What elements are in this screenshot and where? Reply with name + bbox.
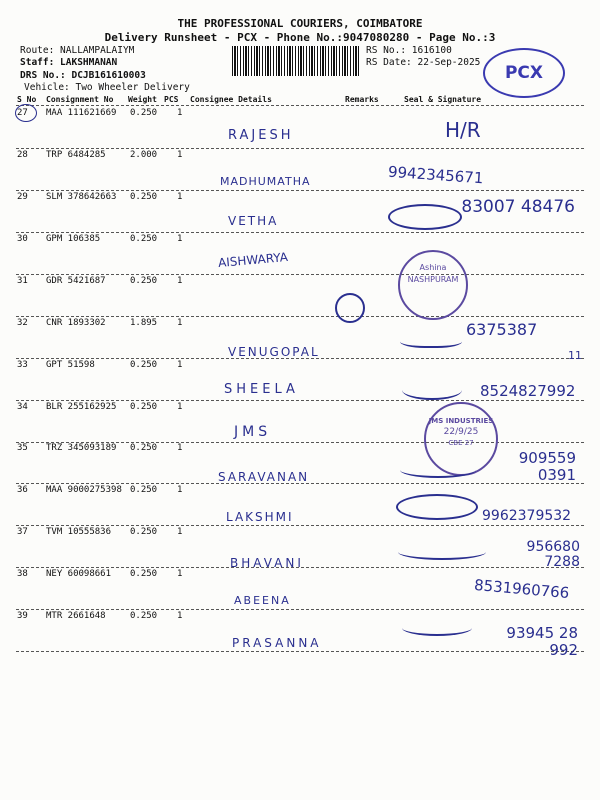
- row-32-signature-scribble: [400, 332, 462, 348]
- row-33-cons: GPT 51598: [46, 360, 95, 370]
- row-30-weight: 0.250: [130, 234, 158, 244]
- row-32-cons: CNR 1893302: [46, 318, 106, 328]
- row-27-pcs: 1: [177, 108, 183, 118]
- row-36-signature-scribble: [400, 462, 476, 478]
- row-divider: [16, 400, 584, 401]
- row-38-consignee-handwriting: BHAVANI: [230, 556, 304, 570]
- row-29-signature-scribble: [388, 204, 462, 230]
- row-33-remark-mark: 11: [568, 349, 582, 362]
- col-sno: S No: [17, 95, 37, 104]
- row-37-pcs: 1: [177, 527, 183, 537]
- row-33-sno: 33: [17, 360, 28, 370]
- row-39-sno: 39: [17, 611, 28, 621]
- row-38-pcs: 1: [177, 569, 183, 579]
- row-27-weight: 0.250: [130, 108, 158, 118]
- pcx-stamp: PCX: [483, 48, 565, 98]
- row-32-pcs: 1: [177, 318, 183, 328]
- row-31-cons: GDR 5421687: [46, 276, 106, 286]
- row-37-cons: TVM 10555836: [46, 527, 112, 537]
- row-34-sno: 34: [17, 402, 28, 412]
- row-35-sno: 35: [17, 443, 28, 453]
- col-weight: Weight: [128, 95, 157, 104]
- row-28-signature: 9942345671: [387, 162, 484, 188]
- vehicle-label: Vehicle: Two Wheeler Delivery: [24, 82, 190, 93]
- row-38-signature-scribble: [398, 544, 486, 560]
- company-title: THE PROFESSIONAL COURIERS, COIMBATORE: [177, 17, 423, 30]
- route-label: Route: NALLAMPALAIYM: [20, 45, 135, 56]
- row-29-signature: 83007 48476: [461, 197, 575, 217]
- row-28-weight: 2.000: [130, 150, 158, 160]
- row-28-cons: TRP 6484285: [46, 150, 106, 160]
- row-27-cons: MAA 111621669: [46, 108, 117, 118]
- row-32-sno: 32: [17, 318, 28, 328]
- row-30-cons: GPM 106385: [46, 234, 101, 244]
- row-divider: [16, 190, 584, 191]
- row-35-weight: 0.250: [130, 443, 158, 453]
- row-37-weight: 0.250: [130, 527, 158, 537]
- row-28-sno: 28: [17, 150, 28, 160]
- row-27-sno: 27: [17, 108, 28, 118]
- row-35-pcs: 1: [177, 443, 183, 453]
- row-37-signature-scribble: [396, 494, 478, 520]
- row-39-cons: MTR 2661648: [46, 611, 106, 621]
- row-30-sno: 30: [17, 234, 28, 244]
- row-39-signature-scribble: [402, 620, 472, 636]
- row-39-weight: 0.250: [130, 611, 158, 621]
- row-38-sno: 38: [17, 569, 28, 579]
- col-consignee: Consignee Details: [190, 95, 272, 104]
- row-37-signature: 9962379532: [482, 508, 572, 524]
- col-remarks: Remarks: [345, 95, 379, 104]
- row-27-signature: H/R: [445, 118, 481, 142]
- seal-34-text: JMS INDUSTRIES: [428, 417, 494, 425]
- row-divider: [16, 525, 584, 526]
- row-29-cons: SLM 378642663: [46, 192, 117, 202]
- row-30-seal-stamp: [398, 250, 468, 320]
- row-divider: [16, 274, 584, 275]
- row-34-cons: BLR 255162925: [46, 402, 117, 412]
- row-33-weight: 0.250: [130, 360, 158, 370]
- row-39-consignee-handwriting: PRASANNA: [232, 636, 322, 650]
- row-34-signature-scribble: [402, 380, 462, 400]
- row-29-pcs: 1: [177, 192, 183, 202]
- row-32-signature: 6375387: [466, 320, 538, 339]
- row-38-cons: NEY 60098661: [46, 569, 112, 579]
- row-31-sno: 31: [17, 276, 28, 286]
- row-34-weight: 0.250: [130, 402, 158, 412]
- row-28-pcs: 1: [177, 150, 183, 160]
- row-29-weight: 0.250: [130, 192, 158, 202]
- seal-34-date: 22/9/25: [443, 427, 479, 437]
- staff-label: Staff: LAKSHMANAN: [20, 57, 118, 68]
- rs-number: RS No.: 1616100: [366, 45, 452, 56]
- row-divider: [16, 316, 584, 317]
- row-38-weight: 0.250: [130, 569, 158, 579]
- row-38-consignee-handwriting-2: ABEENA: [234, 594, 291, 607]
- row-34-signature: 8524827992: [480, 382, 576, 400]
- col-consignment: Consignment No: [46, 95, 114, 104]
- row-31-circled-mark: [335, 293, 365, 323]
- row-34-pcs: 1: [177, 402, 183, 412]
- row-29-consignee-handwriting: VETHA: [228, 214, 279, 228]
- row-divider: [16, 232, 584, 233]
- row-36-consignee-handwriting: SARAVANAN: [218, 470, 310, 484]
- row-34-consignee-handwriting: SHEELA: [224, 382, 299, 397]
- row-39-pcs: 1: [177, 611, 183, 621]
- row-27-consignee-handwriting: RAJESH: [228, 128, 294, 143]
- col-pcs: PCS: [164, 95, 179, 104]
- col-seal-signature: Seal & Signature: [404, 95, 482, 104]
- row-35-cons: TRZ 345093189: [46, 443, 117, 453]
- row-33-consignee-handwriting: VENUGOPAL: [228, 345, 320, 359]
- row-35-consignee-handwriting: JMS: [234, 424, 272, 440]
- row-30-consignee-handwriting: AISHWARYA: [217, 249, 289, 271]
- row-31-weight: 0.250: [130, 276, 158, 286]
- row-36-sno: 36: [17, 485, 28, 495]
- row-37-consignee-handwriting: LAKSHMI: [226, 510, 294, 524]
- rs-date: RS Date: 22-Sep-2025: [366, 57, 481, 68]
- row-divider: [16, 148, 584, 149]
- row-36-weight: 0.250: [130, 485, 158, 495]
- seal-30-place: NASHPURAM: [407, 275, 459, 284]
- runsheet-subtitle: Delivery Runsheet - PCX - Phone No.:9047080280 - Page No.:3: [104, 31, 496, 44]
- seal-34-place: CBE 27: [448, 439, 474, 447]
- header-divider: [16, 105, 584, 106]
- drs-label: DRS No.: DCJB161610003: [20, 70, 146, 81]
- row-32-weight: 1.895: [130, 318, 158, 328]
- row-37-sno: 37: [17, 527, 28, 537]
- row-29-sno: 29: [17, 192, 28, 202]
- row-39-signature: 93945 28 992: [506, 624, 578, 659]
- row-36-cons: MAA 9000275398: [46, 485, 122, 495]
- row-38-signature: 956680 7288: [526, 539, 580, 570]
- row-30-pcs: 1: [177, 234, 183, 244]
- row-28-consignee-handwriting: MADHUMATHA: [220, 175, 311, 188]
- row-36-signature: 909559 0391: [518, 449, 576, 484]
- seal-30-text: Ashina: [419, 263, 447, 272]
- barcode: [232, 46, 360, 76]
- row-divider: [16, 609, 584, 610]
- row-33-pcs: 1: [177, 360, 183, 370]
- row-36-pcs: 1: [177, 485, 183, 495]
- row-31-pcs: 1: [177, 276, 183, 286]
- row-38-signature-2: 8531960766: [473, 575, 571, 603]
